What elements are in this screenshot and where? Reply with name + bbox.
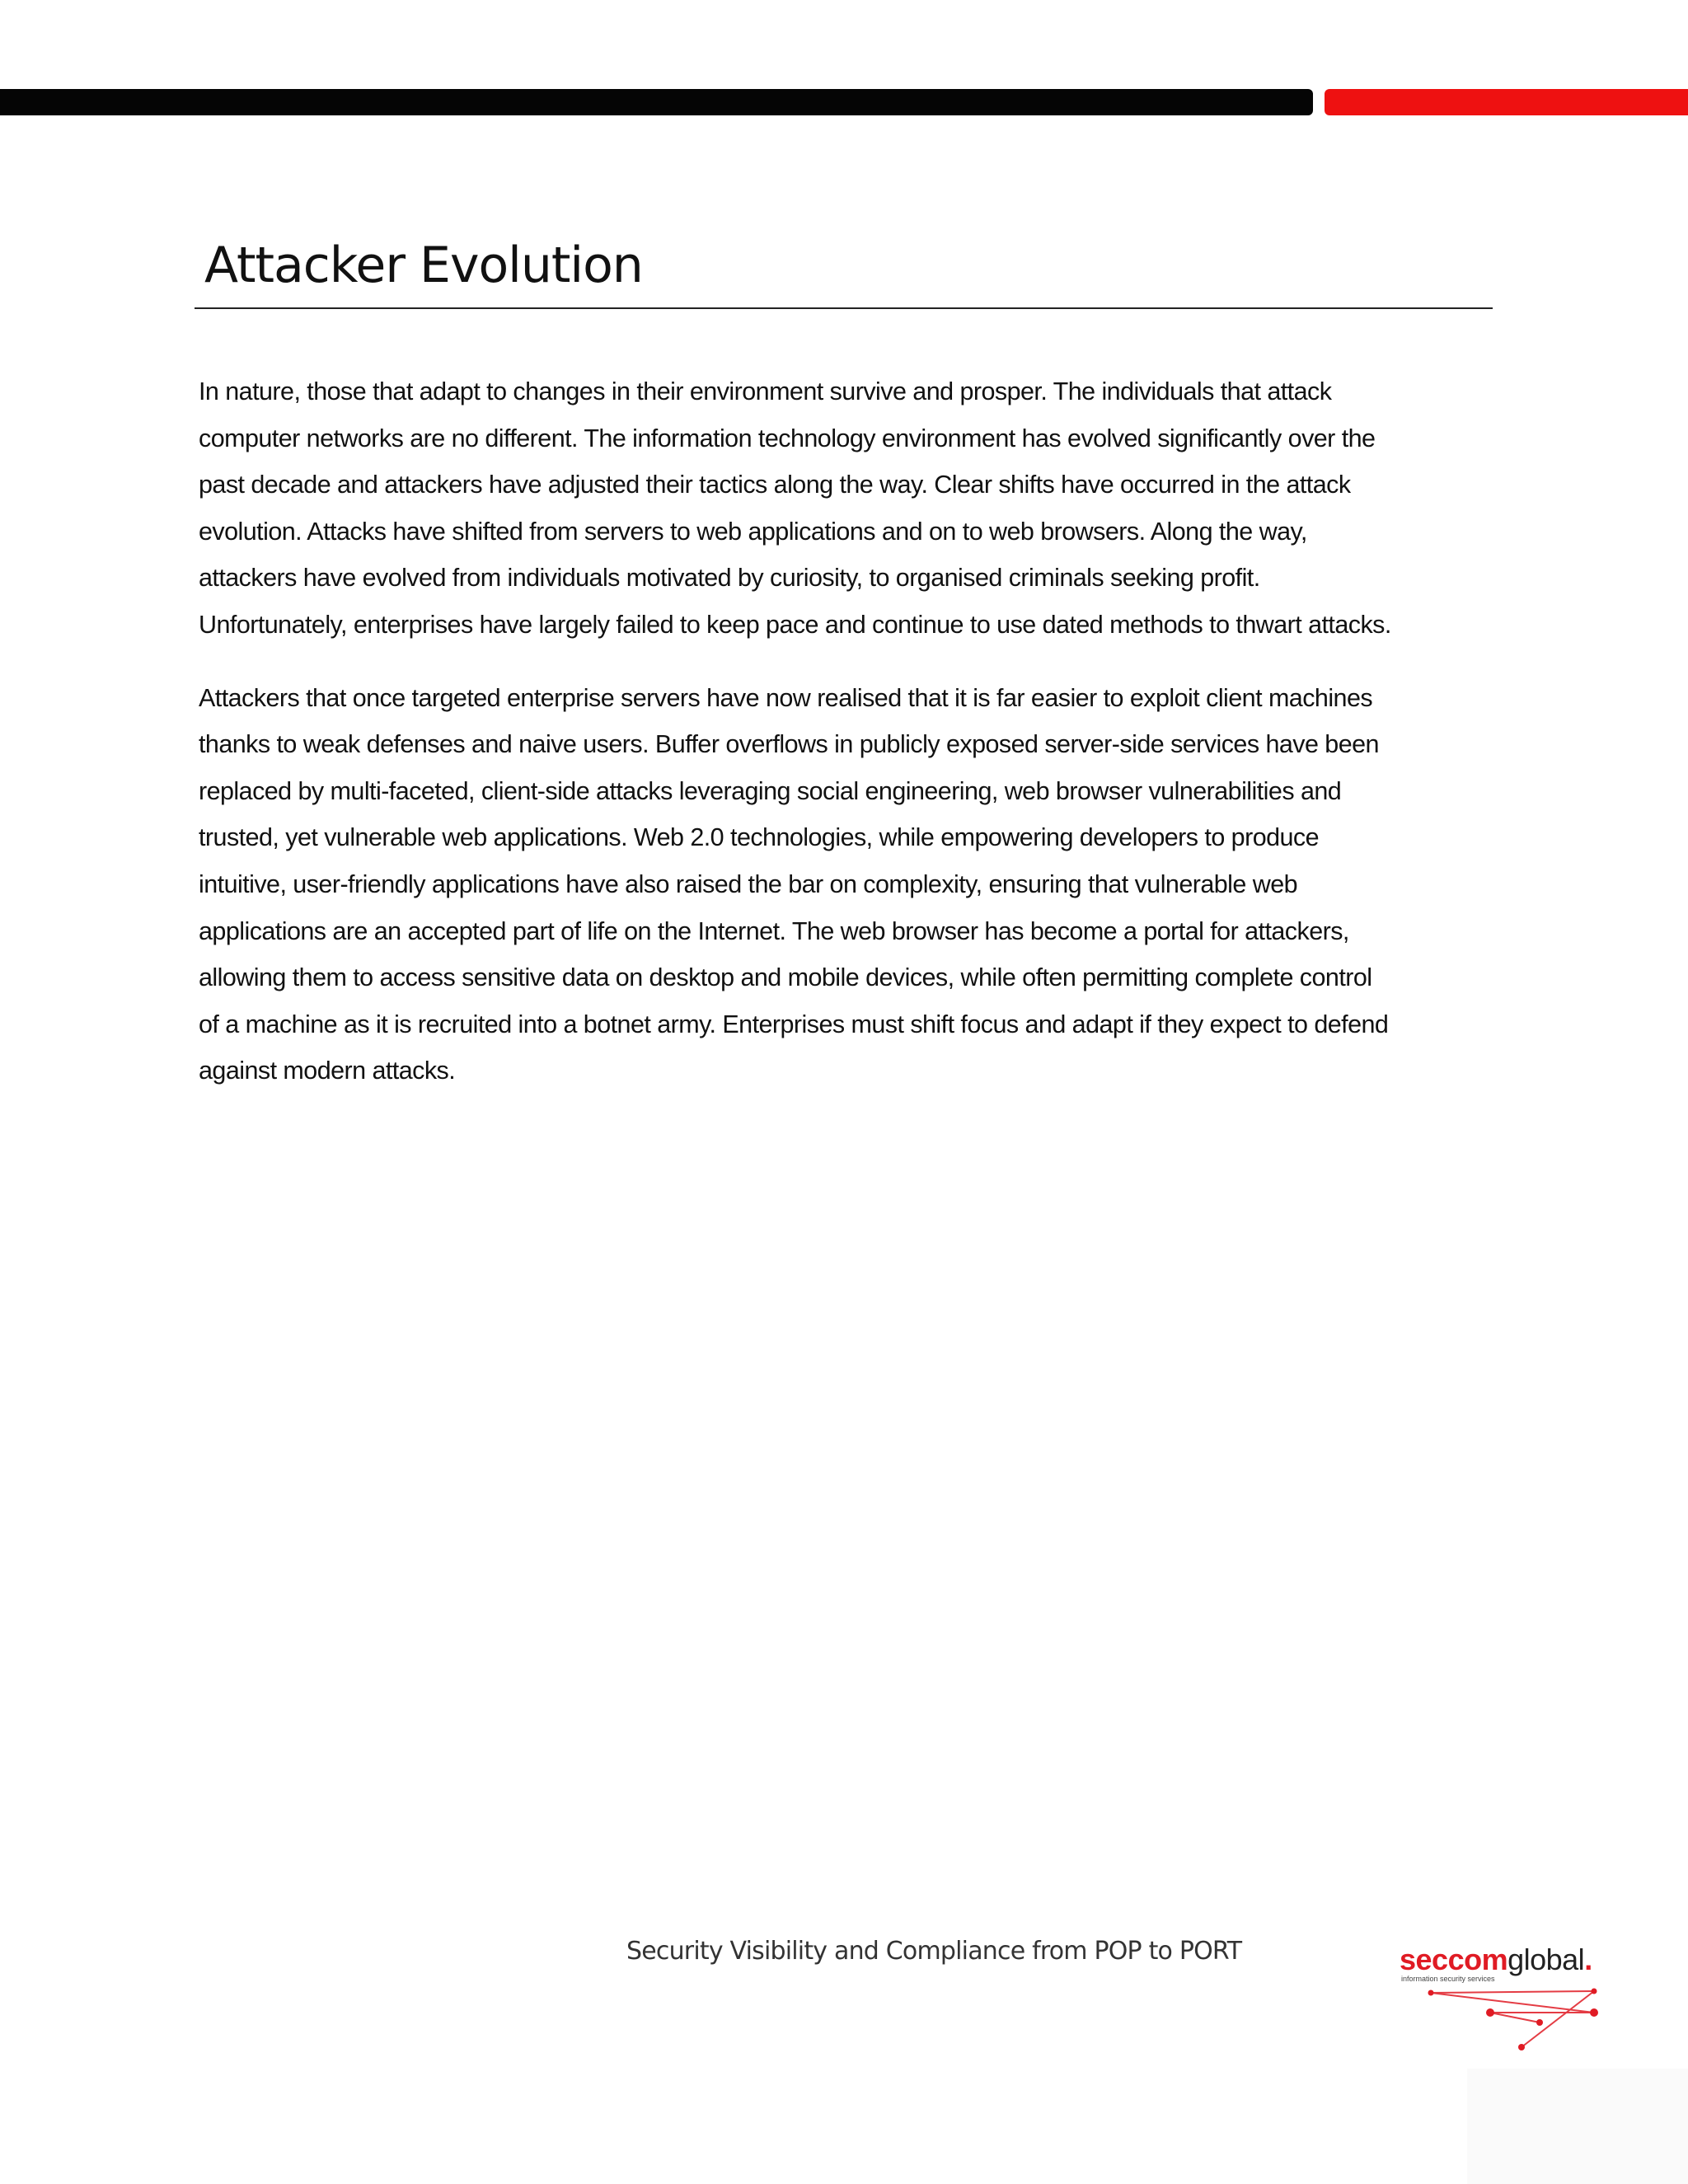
logo-wordmark [1400,1943,1592,1976]
paragraph-2 [199,675,1509,1094]
paragraph-line: In nature, those that adapt to changes in their environment survive and prosper. The individuals that attack [199,377,1332,405]
header-bar-red [1325,89,1688,115]
network-nodes-icon [1400,1983,1617,2050]
paragraph-line: past decade and attackers have adjusted their tactics along the way. Clear shifts have occurred in the attack [199,471,1351,499]
paragraph-line: against modern attacks. [199,1057,456,1085]
page-title: Attacker Evolution [204,237,643,294]
title-divider [195,307,1493,309]
paragraph-line: thanks to weak defenses and naive users. Buffer overflows in publicly exposed server-side services have been [199,730,1379,759]
paragraph-1 [199,368,1509,649]
paragraph-line: Attackers that once targeted enterprise servers have now realised that it is far easier to exploit client machines [199,683,1373,712]
footer-tagline: Security Visibility and Compliance from POP to PORT [626,1937,1242,1966]
paragraph-line: intuitive, user-friendly applications have also raised the bar on complexity, ensuring that vulnerable web [199,869,1298,898]
document-body [199,368,1509,1121]
paragraph-line: trusted, yet vulnerable web applications. Web 2.0 technologies, while empowering developers to produce [199,823,1320,852]
paragraph-line: applications are an accepted part of life on the Internet. The web browser has become a portal for attackers, [199,916,1349,945]
header-bar-black [0,89,1313,115]
logo-subtitle: information security services [1401,1975,1495,1983]
paragraph-line: Unfortunately, enterprises have largely failed to keep pace and continue to use dated methods to thwart attacks. [199,610,1391,639]
paragraph-line: allowing them to access sensitive data on desktop and mobile devices, while often permitting complete control [199,963,1372,992]
logo-word-secondary: global [1507,1943,1585,1976]
logo-dot: . [1584,1943,1592,1976]
company-logo [1400,1943,1617,2050]
paragraph-line: computer networks are no different. The information technology environment has evolved significantly over the [199,424,1376,452]
paragraph-line: replaced by multi-faceted, client-side attacks leveraging social engineering, web browser vulnerabilities and [199,776,1342,805]
paragraph-line: attackers have evolved from individuals motivated by curiosity, to organised criminals seeking profit. [199,564,1260,593]
paragraph-line: evolution. Attacks have shifted from servers to web applications and on to web browsers. Along the way, [199,517,1307,546]
page-corner-mark [1467,2069,1688,2184]
paragraph-line: of a machine as it is recruited into a botnet army. Enterprises must shift focus and adapt if they expect to defend [199,1010,1389,1038]
logo-word-primary: seccom [1400,1943,1508,1976]
